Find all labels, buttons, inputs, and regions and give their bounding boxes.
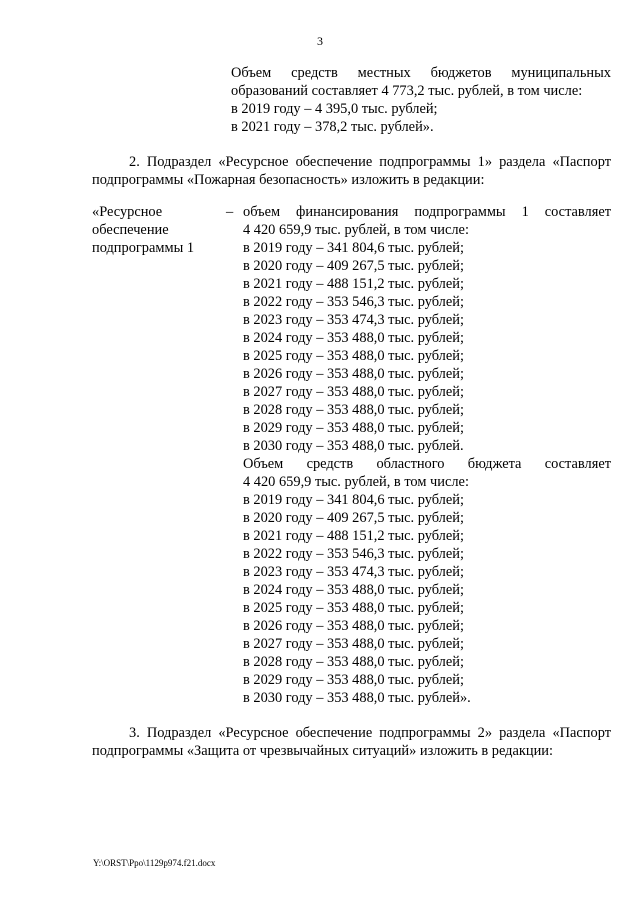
table-value-line: Объем средств областного бюджета составляет: [243, 456, 611, 472]
table-value-line: в 2023 году – 353 474,3 тыс. рублей;: [243, 564, 464, 580]
item3-line: подпрограммы «Защита от чрезвычайных ситуаций» изложить в редакции:: [92, 743, 553, 759]
intro-line: в 2021 году – 378,2 тыс. рублей».: [231, 119, 434, 135]
item2-line: 2. Подраздел «Ресурсное обеспечение подпрограммы 1» раздела «Паспорт: [129, 154, 611, 170]
table-value-line: в 2029 году – 353 488,0 тыс. рублей;: [243, 672, 464, 688]
table-value-line: в 2022 году – 353 546,3 тыс. рублей;: [243, 546, 464, 562]
page-number: 3: [317, 34, 323, 48]
table-value-line: в 2019 году – 341 804,6 тыс. рублей;: [243, 240, 464, 256]
item3-line: 3. Подраздел «Ресурсное обеспечение подпрограммы 2» раздела «Паспорт: [129, 725, 611, 741]
table-value-line: объем финансирования подпрограммы 1 составляет: [243, 204, 611, 220]
table-value-line: в 2030 году – 353 488,0 тыс. рублей.: [243, 438, 464, 454]
table-value-line: в 2021 году – 488 151,2 тыс. рублей;: [243, 276, 464, 292]
intro-line: в 2019 году – 4 395,0 тыс. рублей;: [231, 101, 438, 117]
table-value-line: в 2022 году – 353 546,3 тыс. рублей;: [243, 294, 464, 310]
table-value-line: 4 420 659,9 тыс. рублей, в том числе:: [243, 474, 469, 490]
table-value-line: в 2027 году – 353 488,0 тыс. рублей;: [243, 384, 464, 400]
table-value-line: в 2027 году – 353 488,0 тыс. рублей;: [243, 636, 464, 652]
intro-line: Объем средств местных бюджетов муниципальных: [231, 65, 611, 81]
table-value-line: в 2019 году – 341 804,6 тыс. рублей;: [243, 492, 464, 508]
table-value-line: в 2026 году – 353 488,0 тыс. рублей;: [243, 366, 464, 382]
table-value-line: в 2025 году – 353 488,0 тыс. рублей;: [243, 600, 464, 616]
table-label-line: обеспечение: [92, 222, 169, 238]
footer-file-path: Y:\ORST\Ppo\1129p974.f21.docx: [93, 858, 216, 868]
item2-line: подпрограммы «Пожарная безопасность» изложить в редакции:: [92, 172, 485, 188]
table-value-line: в 2020 году – 409 267,5 тыс. рублей;: [243, 258, 464, 274]
table-value-line: в 2024 году – 353 488,0 тыс. рублей;: [243, 582, 464, 598]
table-label-line: подпрограммы 1: [92, 240, 195, 256]
table-value-line: 4 420 659,9 тыс. рублей, в том числе:: [243, 222, 469, 238]
table-value-line: в 2030 году – 353 488,0 тыс. рублей».: [243, 690, 471, 706]
table-value-line: в 2023 году – 353 474,3 тыс. рублей;: [243, 312, 464, 328]
table-value-line: в 2020 году – 409 267,5 тыс. рублей;: [243, 510, 464, 526]
table-label-line: «Ресурсное: [92, 204, 163, 220]
table-value-line: в 2028 году – 353 488,0 тыс. рублей;: [243, 402, 464, 418]
table-value-line: в 2026 году – 353 488,0 тыс. рублей;: [243, 618, 464, 634]
table-dash: –: [226, 204, 234, 220]
table-value-line: в 2029 году – 353 488,0 тыс. рублей;: [243, 420, 464, 436]
table-value-line: в 2025 году – 353 488,0 тыс. рублей;: [243, 348, 464, 364]
table-value-line: в 2021 году – 488 151,2 тыс. рублей;: [243, 528, 464, 544]
intro-line: образований составляет 4 773,2 тыс. рублей, в том числе:: [231, 83, 583, 99]
table-value-line: в 2024 году – 353 488,0 тыс. рублей;: [243, 330, 464, 346]
table-value-line: в 2028 году – 353 488,0 тыс. рублей;: [243, 654, 464, 670]
